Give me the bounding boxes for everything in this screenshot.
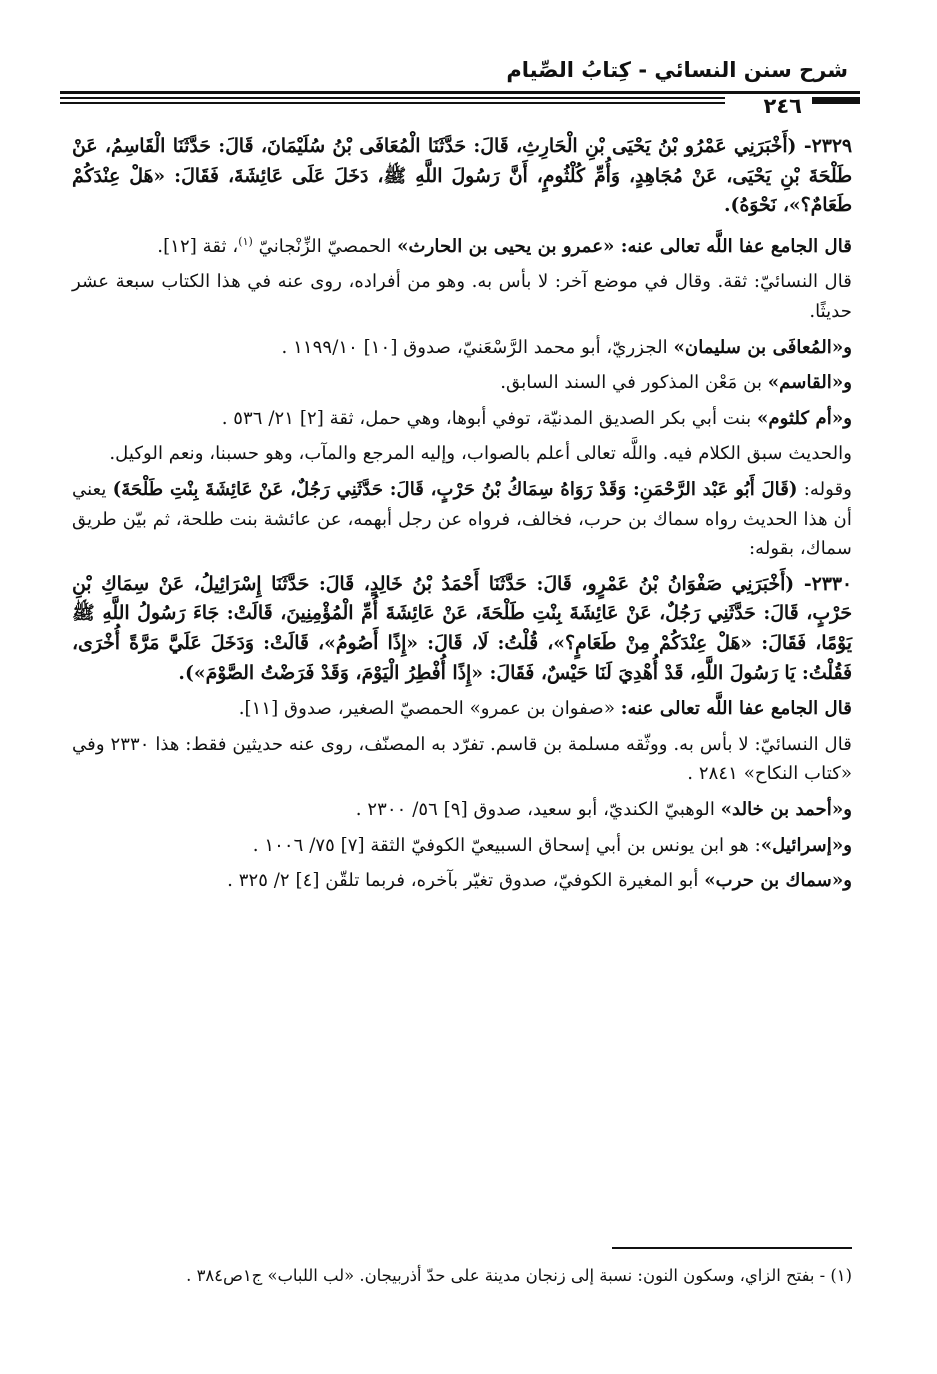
hadith-discussion-line-2: حسبنا، ونعم الوكيل. xyxy=(109,443,260,465)
hadith-2330 xyxy=(72,570,852,688)
header-rule-right xyxy=(812,97,860,104)
jami-comment-1 xyxy=(72,227,852,262)
jami-comment-1-lead: قال الجامع عفا اللَّه تعالى عنه: «عمرو بن يحيى بن الحارث» xyxy=(397,235,852,257)
narrator-ahmad-details: الوهبيّ الكنديّ، أبو سعيد، صدوق [٩] ٥٦/ ٢٣٠٠ . xyxy=(355,798,721,820)
hadith-2329-line-2: قَالَ: حَدَّثَنَا الْقَاسِمُ، عَنْ طَلْحَةَ بْنِ يَحْيَى، عَنْ مُجَاهِدٍ، وَأُمِّ كُلْثُومٍ، أَنَّ رَسُولَ اللَّهِ ﷺ، xyxy=(72,135,853,187)
hadith-2329 xyxy=(72,132,852,221)
hadith-2330-line-5: لَنَا حَيْسٌ، فَقَالَ: «إِذًا أُفْطِرُ الْيَوْمَ، وَقَدْ فَرَضْتُ الصَّوْمَ»). xyxy=(178,661,612,684)
narrator-israil-name: و«إسرائيل» xyxy=(760,834,852,856)
header-rule-left-2 xyxy=(60,102,725,104)
footnote xyxy=(72,1262,852,1290)
footnote-line-2: ج١ص٣٨٤ . xyxy=(186,1266,263,1285)
jami-comment-1-line-2: ، ثقة [١٢]. xyxy=(157,235,239,257)
hadith-2330-line-3: أُمِّ الْمُؤْمِنِينَ، قَالَتْ: جَاءَ رَسُولُ اللَّهِ ﷺ يَوْمًا، فَقَالَ: «هَلْ عِنْدَكُمْ مِنْ طَعَامٍ؟»، قُلْتُ: xyxy=(72,602,852,654)
narrator-ahmad-name: و«أحمد بن خالد» xyxy=(720,798,852,820)
jami-comment-2 xyxy=(72,694,852,724)
qawl-line-3: رجل أبهمه، عن عائشة بنت طلحة، ثم بيّن طريق سماك، بقوله: xyxy=(72,508,852,560)
qawl-quote-1: (قَالَ أَبُو عَبْد الرَّحْمَنِ: وَقَدْ رَوَاهُ سِمَاكُ بْنُ حَرْبٍ، قَالَ: حَدَّثَنِي رَجُلٌ، عَنْ xyxy=(258,479,798,500)
narrator-qasim xyxy=(72,368,852,398)
qawl-quote-2: عَائِشَةَ بِنْتِ طَلْحَةَ) xyxy=(112,479,253,500)
body-text xyxy=(72,132,852,902)
nasai-comment-1-line-1: قال النسائيّ: ثقة. وقال في موضع آخر: لا بأس به. وهو من أفراده، روى عنه في xyxy=(247,271,852,293)
nasai-comment-2 xyxy=(72,730,852,789)
narrator-umm-kulthum-name: و«أم كلثوم» xyxy=(757,407,852,429)
narrator-umm-kulthum xyxy=(72,404,852,434)
narrator-muafa-details: الجزريّ، أبو محمد الرَّسْعَنيّ، صدوق [١٠] ١١٩٩/١٠ . xyxy=(281,336,674,358)
narrator-umm-kulthum-line-2: ٥٣٦ . xyxy=(221,407,263,429)
jami-comment-2-lead: قال الجامع عفا اللَّه تعالى عنه: xyxy=(620,698,852,720)
nasai-comment-1 xyxy=(72,267,852,326)
nasai-comment-2-line-2: حديثين فقط: هذا ٢٣٣٠ وفي «كتاب النكاح» ٢٨٤١ . xyxy=(72,733,852,785)
hadith-2330-line-1: ٢٣٣٠- (أَخْبَرَنِي صَفْوَانُ بْنُ عَمْرٍو، قَالَ: حَدَّثَنَا أَحْمَدُ بْنُ خَالِدٍ، قَالَ: حَدَّثَنَا xyxy=(271,572,852,595)
hadith-2330-line-2: إِسْرَائِيلُ، عَنْ سِمَاكِ بْنِ حَرْبٍ، قَالَ: حَدَّثَنِي رَجُلٌ، عَنْ عَائِشَةَ بِنْتِ طَلْحَةَ، عَنْ عَائِشَةَ xyxy=(72,572,852,625)
footnote-marker: (١) xyxy=(238,234,253,248)
narrator-umm-kulthum-details: بنت أبي بكر الصديق المدنيّة، توفي أبوها، وهي حمل، ثقة [٢] ٢١/ xyxy=(268,407,757,429)
narrator-simak xyxy=(72,866,852,896)
qawl-lead: وقوله: xyxy=(797,479,852,500)
footnote-line-1: (١) - بفتح الزاي، وسكون النون: نسبة إلى زنجان مدينة على حدّ أذربيجان. «لب اللباب» xyxy=(267,1266,852,1285)
hadith-2329-line-1: ٢٣٢٩- (أَخْبَرَنِي عَمْرُو بْنُ يَحْيَى بْنِ الْحَارِثِ، قَالَ: حَدَّثَنَا الْمُعَافَى بْنُ سُلَيْمَانَ، xyxy=(260,135,852,157)
hadith-discussion-line-1: والحديث سبق الكلام فيه. واللَّه تعالى أعلم بالصواب، وإليه المرجع والمآب، وهو xyxy=(264,443,852,465)
page-number: ٢٤٦ xyxy=(763,94,802,118)
narrator-qasim-name: و«القاسم» xyxy=(767,372,852,394)
narrator-muafa xyxy=(72,333,852,363)
qawl-explanation: يعني أن هذا الحديث رواه سماك بن حرب، فخالف، فرواه عن xyxy=(72,479,852,530)
narrator-israil xyxy=(72,831,852,861)
narrator-israil-details: : هو ابن يونس بن أبي إسحاق السبيعيّ الكوفيّ الثقة [٧] ٧٥/ ١٠٠٦ . xyxy=(252,834,761,856)
nasai-comment-1-line-2: هذا الكتاب سبعة عشر حديثًا. xyxy=(72,271,852,323)
header-rule-left-1 xyxy=(60,97,725,99)
hadith-2330-line-4: لَا، قَالَ: «إِذًا أَصُومُ»، قَالَتْ: وَدَخَلَ عَلَيَّ مَرَّةً أُخْرَى، فَقُلْتُ: يَا رَسُولَ اللَّهِ، قَدْ أُهْدِيَ xyxy=(72,631,852,684)
narrator-ahmad xyxy=(72,795,852,825)
running-title: شرح سنن النسائي - كِتابُ الصِّيام xyxy=(506,58,848,82)
hadith-2329-line-3: دَخَلَ عَلَى عَائِشَةَ، فَقَالَ: «هَلْ عِنْدَكُمْ طَعَامٌ؟»، نَحْوَهُ). xyxy=(72,164,852,217)
footnote-rule xyxy=(612,1247,852,1249)
narrator-simak-details: أبو المغيرة الكوفيّ، صدوق تغيّر بآخره، فربما تلقّن [٤] ٢/ ٣٢٥ . xyxy=(227,870,705,892)
jami-comment-2-rest: «صفوان بن عمرو» الحمصيّ الصغير، صدوق [١١]. xyxy=(238,698,621,720)
jami-comment-1-rest: الحمصيّ الزِّنْجانيّ xyxy=(258,235,398,257)
narrator-qasim-details: بن مَعْن المذكور في السند السابق. xyxy=(500,372,768,394)
header-rule-top xyxy=(60,91,860,94)
book-page xyxy=(60,40,860,1340)
qawl-paragraph xyxy=(72,475,852,564)
hadith-discussion xyxy=(72,439,852,469)
narrator-muafa-name: و«المُعافَى بن سليمان» xyxy=(673,336,852,358)
nasai-comment-2-line-1: قال النسائيّ: لا بأس به. ووثّقه مسلمة بن قاسم. تفرّد به المصنّف، روى عنه xyxy=(288,733,852,755)
narrator-simak-name: و«سماك بن حرب» xyxy=(704,870,852,892)
